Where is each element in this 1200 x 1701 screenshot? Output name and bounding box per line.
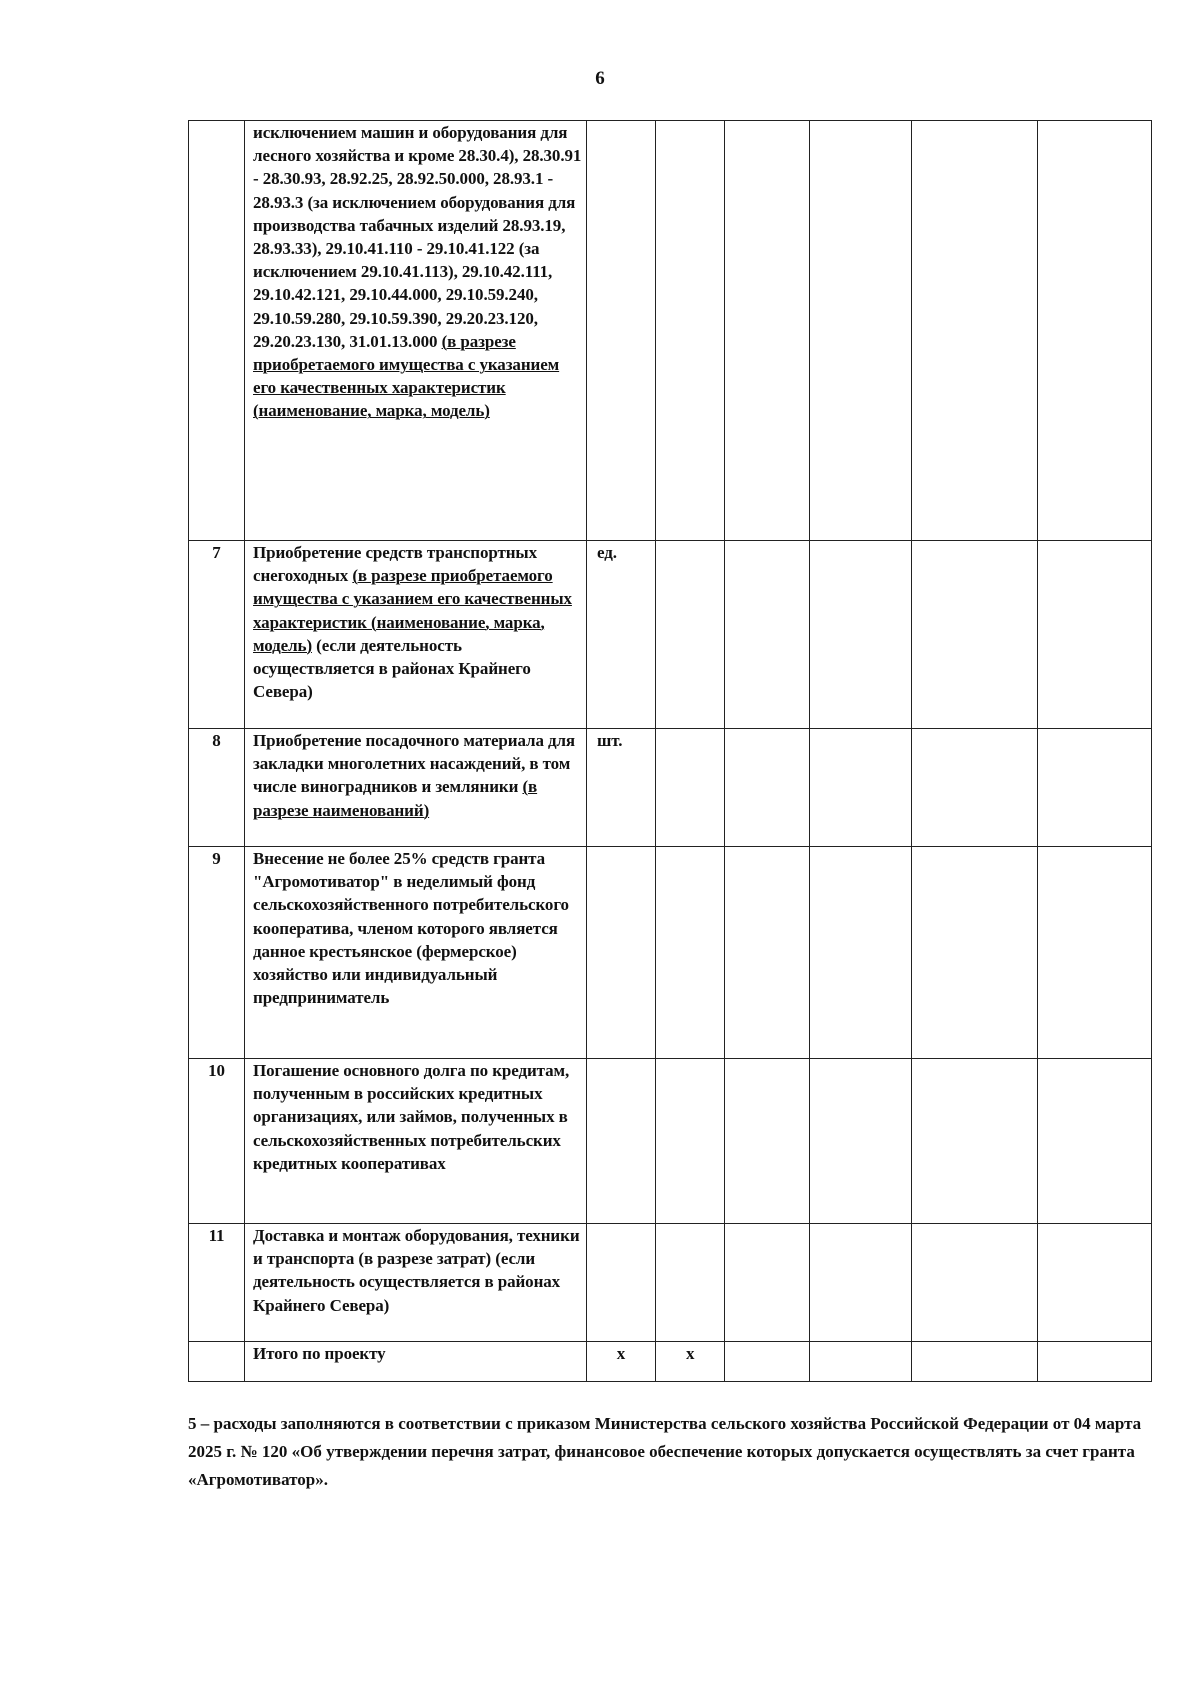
table-cell [1038,1059,1152,1224]
table-cell [912,729,1038,847]
page-number: 6 [595,68,605,89]
table-cell [656,121,725,541]
table-cell [1038,1342,1152,1382]
table-row [189,541,1152,729]
total-unit-mark: х [587,1342,656,1382]
description-text: Приобретение средств транспортных снегоходных [253,543,537,586]
table-cell [1038,1224,1152,1342]
table-cell [725,1059,810,1224]
table-cell [656,729,725,847]
table-cell [912,847,1038,1059]
table-cell [810,121,912,541]
table-cell [810,1059,912,1224]
unit-cell [587,1224,656,1342]
total-column-mark: х [656,1342,725,1382]
table-cell [725,729,810,847]
table-cell [912,1224,1038,1342]
table-cell [656,847,725,1059]
table-cell [725,847,810,1059]
table-cell [725,1224,810,1342]
table-cell [912,541,1038,729]
table-cell [725,121,810,541]
table-cell [810,1224,912,1342]
table-cell [725,1342,810,1382]
row-description [245,121,587,541]
description-underlined-text: (в разрезе приобретаемого имущества с указанием его качественных характеристик (наименование, марка, модель) [253,331,560,421]
row-number: 11 [189,1224,245,1342]
table-cell [1038,847,1152,1059]
table-cell [1038,541,1152,729]
table-cell [810,847,912,1059]
unit-cell: шт. [587,729,656,847]
footnote-text: 5 – расходы заполняются в соответствии с приказом Министерства сельского хозяйства Российской Федерации от 04 марта 2025 г. № 120 «Об утверждении перечня затрат, финансовое обеспечение которых допускается осуществлять за счет гранта «Агромотиватор». [188,1414,1142,1489]
row-description [245,729,587,847]
cost-table [188,120,1152,1382]
unit-cell [587,1059,656,1224]
table-cell [656,1059,725,1224]
table-cell [912,1342,1038,1382]
description-text: исключением машин и оборудования для лесного хозяйства и кроме 28.30.4), 28.30.91 - 28.30.93, 28.92.25, 28.92.50.000, 28.93.1 - 28.93.3 (за исключением оборудования для производства табачных изделий 28.93.19, 28.93.33), 29.10.41.110 - 29.10.41.122 (за исключением 29.10.41.113), 29.10.42.111, 29.10.42.121, 29.10.44.000, 29.10.59.240, 29.10.59.280, 29.10.59.390, 29.20.23.120, 29.20.23.130, 31.01.13.000 [253,123,582,351]
row-description [245,847,587,1059]
footnote [188,1410,1148,1494]
row-description [245,541,587,729]
table-cell [810,729,912,847]
description-text: Приобретение посадочного материала для закладки многолетних насаждений, в том числе виноградников и земляники [253,731,576,797]
description-underlined-text: (в разрезе наименований) [253,777,538,820]
row-number [189,121,245,541]
table-row [189,729,1152,847]
row-number: 8 [189,729,245,847]
description-text: Погашение основного долга по кредитам, полученным в российских кредитных организациях, или займов, полученных в сельскохозяйственных потребительских кредитных кооперативах [253,1061,570,1173]
total-row [189,1342,1152,1382]
table-cell [1038,729,1152,847]
description-trailing-text: (если деятельность осуществляется в районах Крайнего Севера) [253,635,531,702]
row-description [245,1059,587,1224]
table-cell [810,1342,912,1382]
table-row [189,1059,1152,1224]
table-cell [912,1059,1038,1224]
table-row [189,121,1152,541]
row-number: 9 [189,847,245,1059]
unit-cell: ед. [587,541,656,729]
description-underlined-text: (в разрезе приобретаемого имущества с указанием его качественных характеристик (наименование, марка, модель) [253,566,572,655]
row-number: 10 [189,1059,245,1224]
table-cell [656,1224,725,1342]
table-cell [912,121,1038,541]
description-text: Доставка и монтаж оборудования, техники и транспорта (в разрезе затрат) (если деятельность осуществляется в районах Крайнего Севера) [253,1226,580,1315]
table-cell [656,541,725,729]
row-number [189,1342,245,1382]
table-row [189,1224,1152,1342]
table-cell [725,541,810,729]
row-number: 7 [189,541,245,729]
unit-cell [587,847,656,1059]
row-description [245,1224,587,1342]
table-row [189,847,1152,1059]
description-text: Внесение не более 25% средств гранта "Агромотиватор" в неделимый фонд сельскохозяйственного потребительского кооператива, членом которого является данное крестьянское (фермерское) хозяйство или индивидуальный предприниматель [253,849,569,1008]
unit-cell [587,121,656,541]
table-cell [810,541,912,729]
total-label: Итого по проекту [245,1342,587,1382]
table-cell [1038,121,1152,541]
